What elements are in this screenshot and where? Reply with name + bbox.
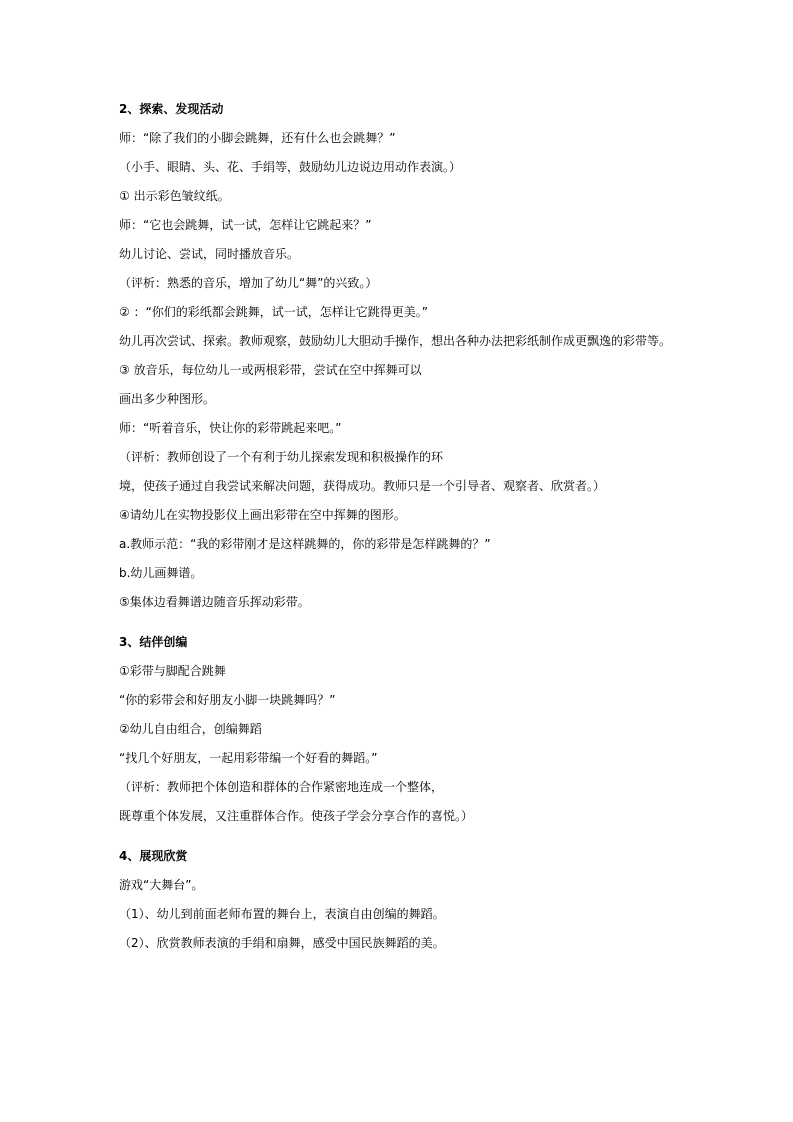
paragraph-line: 师：“除了我们的小脚会跳舞，还有什么也会跳舞？”: [119, 131, 396, 145]
paragraph-line: “你的彩带会和好朋友小脚一块跳舞吗？”: [119, 693, 336, 707]
paragraph-line: （小手、眼睛、头、花、手绢等，鼓励幼儿边说边用动作表演。）: [119, 160, 462, 174]
paragraph-line: 既尊重个体发展，又注重群体合作。使孩子学会分享合作的喜悦。）: [119, 809, 474, 823]
paragraph-line: （2）、欣赏教师表演的手绢和扇舞，感受中国民族舞蹈的美。: [119, 936, 445, 950]
section-heading: 2、探索、发现活动: [119, 102, 224, 116]
paragraph-line: （评析：熟悉的音乐，增加了幼儿“舞”的兴致。）: [119, 276, 378, 290]
paragraph-line: 游戏“大舞台”。: [119, 878, 204, 892]
paragraph-line: b.幼儿画舞谱。: [119, 566, 203, 580]
paragraph-line: 幼儿讨论、尝试，同时播放音乐。: [119, 247, 300, 261]
paragraph-line: “找几个好朋友，一起用彩带编一个好看的舞蹈。”: [119, 751, 378, 765]
section-heading: 3、结伴创编: [119, 635, 188, 649]
paragraph-line: 师：“它也会跳舞，试一试，怎样让它跳起来？”: [119, 218, 372, 232]
paragraph-line: （评析：教师创设了一个有利于幼儿探索发现和积极操作的环: [119, 450, 444, 464]
paragraph-line: 幼儿再次尝试、探索。教师观察，鼓励幼儿大胆动手操作，想出各种办法把彩纸制作成更飘逸的彩带等。: [119, 334, 672, 348]
paragraph-line: ②幼儿自由组合，创编舞蹈: [119, 722, 262, 736]
paragraph-line: ② ：“你们的彩纸都会跳舞，试一试，怎样让它跳得更美。”: [119, 305, 429, 319]
paragraph-line: ①彩带与脚配合跳舞: [119, 664, 226, 678]
paragraph-line: ③ 放音乐，每位幼儿一或两根彩带，尝试在空中挥舞可以: [119, 363, 422, 377]
paragraph-line: ④请幼儿在实物投影仪上画出彩带在空中挥舞的图形。: [119, 508, 406, 522]
section-heading: 4、展现欣赏: [119, 849, 188, 863]
paragraph-line: （1）、幼儿到前面老师布置的舞台上，表演自由创编的舞蹈。: [119, 907, 445, 921]
paragraph-line: 画出多少种图形。: [119, 392, 216, 406]
paragraph-line: ⑤集体边看舞谱边随音乐挥动彩带。: [119, 595, 310, 609]
document-body: [119, 101, 679, 964]
paragraph-line: 境，使孩子通过自我尝试来解决问题，获得成功。教师只是一个引导者、观察者、欣赏者。）: [119, 479, 606, 493]
paragraph-line: 师：“听着音乐，快让你的彩带跳起来吧。”: [119, 421, 342, 435]
paragraph-line: a.教师示范：“我的彩带刚才是这样跳舞的，你的彩带是怎样跳舞的？”: [119, 537, 491, 551]
paragraph-line: ① 出示彩色皱纹纸。: [119, 189, 230, 203]
paragraph-line: （评析：教师把个体创造和群体的合作紧密地连成一个整体，: [119, 780, 444, 794]
